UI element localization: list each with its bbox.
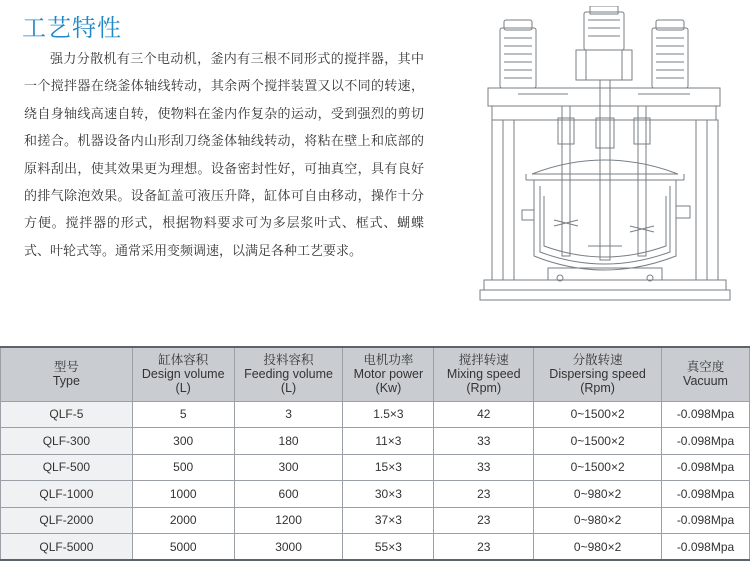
cell-dispersing-speed: 0~980×2 — [534, 507, 662, 534]
cell-feeding-volume: 3 — [234, 401, 343, 428]
description-paragraph: 强力分散机有三个电动机，釜内有三根不同形式的搅拌器，其中一个搅拌器在绕釜体轴线转动，其余两个搅拌装置又以不同的转速，绕自身轴线高速自转，使物料在釜内作复杂的运动，受到强烈的剪切和搓合。机器设备内山形刮刀绕釜体轴线转动，将粘在壁上和底部的原料刮出，使其效果更为理想。设备密封性好，可抽真空，具有良好的排气除泡效果。设备缸盖可液压升降，缸体可自由移动，操作十分方便。搅拌器的形式，根据物料要求可为多层浆叶式、框式、蝴蝶式、叶轮式等。通常采用变频调速，以满足各种工艺要求。 — [24, 52, 424, 259]
header-motor-power — [343, 347, 434, 401]
cell-design-volume: 500 — [132, 454, 234, 481]
cell-vacuum: -0.098Mpa — [662, 481, 750, 508]
table-row — [1, 534, 750, 561]
cell-vacuum: -0.098Mpa — [662, 401, 750, 428]
cell-type: QLF-1000 — [1, 481, 133, 508]
cell-mixing-speed: 23 — [434, 507, 534, 534]
cell-vacuum: -0.098Mpa — [662, 428, 750, 455]
header-cn: 型号 — [53, 360, 79, 375]
cell-mixing-speed: 33 — [434, 428, 534, 455]
header-cn: 缸体容积 — [158, 353, 209, 368]
header-en: Vacuum — [683, 374, 728, 389]
cell-dispersing-speed: 0~1500×2 — [534, 401, 662, 428]
cell-vacuum: -0.098Mpa — [662, 534, 750, 561]
header-en: Type — [52, 374, 80, 389]
header-en: Motor power — [353, 367, 424, 382]
cell-feeding-volume: 1200 — [234, 507, 343, 534]
cell-mixing-speed: 42 — [434, 401, 534, 428]
cell-type: QLF-5000 — [1, 534, 133, 561]
cell-dispersing-speed: 0~1500×2 — [534, 428, 662, 455]
table-row — [1, 454, 750, 481]
cell-vacuum: -0.098Mpa — [662, 507, 750, 534]
cell-design-volume: 5000 — [132, 534, 234, 561]
header-feeding-volume — [234, 347, 343, 401]
disperser-machine-illustration — [478, 6, 732, 308]
cell-dispersing-speed: 0~980×2 — [534, 534, 662, 561]
description-text — [24, 46, 424, 265]
header-en: Design volume — [141, 367, 225, 382]
cell-type: QLF-500 — [1, 454, 133, 481]
cell-motor-power: 55×3 — [343, 534, 434, 561]
cell-feeding-volume: 300 — [234, 454, 343, 481]
header-cn: 搅拌转速 — [458, 353, 509, 368]
cell-feeding-volume: 600 — [234, 481, 343, 508]
cell-feeding-volume: 3000 — [234, 534, 343, 561]
cell-design-volume: 300 — [132, 428, 234, 455]
cell-motor-power: 1.5×3 — [343, 401, 434, 428]
table-header-row — [1, 347, 750, 401]
section-title: 工艺特性 — [22, 14, 122, 42]
specification-table — [0, 346, 750, 561]
cell-motor-power: 30×3 — [343, 481, 434, 508]
cell-mixing-speed: 23 — [434, 481, 534, 508]
header-unit: (Kw) — [375, 381, 402, 396]
cell-design-volume: 5 — [132, 401, 234, 428]
cell-feeding-volume: 180 — [234, 428, 343, 455]
header-mixing-speed — [434, 347, 534, 401]
header-unit: (L) — [280, 381, 297, 396]
cell-motor-power: 11×3 — [343, 428, 434, 455]
header-dispersing-speed — [534, 347, 662, 401]
header-en: Feeding volume — [244, 367, 334, 382]
cell-dispersing-speed: 0~980×2 — [534, 481, 662, 508]
header-unit: (Rpm) — [580, 381, 615, 396]
table-row — [1, 507, 750, 534]
cell-motor-power: 15×3 — [343, 454, 434, 481]
header-cn: 真空度 — [686, 360, 725, 375]
cell-vacuum: -0.098Mpa — [662, 454, 750, 481]
table-row — [1, 481, 750, 508]
header-unit: (L) — [175, 381, 191, 396]
header-cn: 投料容积 — [263, 353, 314, 368]
header-cn: 电机功率 — [363, 353, 414, 368]
cell-motor-power: 37×3 — [343, 507, 434, 534]
cell-type: QLF-2000 — [1, 507, 133, 534]
cell-mixing-speed: 23 — [434, 534, 534, 561]
cell-type: QLF-300 — [1, 428, 133, 455]
table-row — [1, 401, 750, 428]
cell-dispersing-speed: 0~1500×2 — [534, 454, 662, 481]
header-unit: (Rpm) — [466, 381, 502, 396]
header-design-volume — [132, 347, 234, 401]
header-type — [1, 347, 133, 401]
cell-design-volume: 2000 — [132, 507, 234, 534]
header-vacuum — [662, 347, 750, 401]
header-cn: 分散转速 — [572, 353, 623, 368]
header-en: Mixing speed — [446, 367, 521, 382]
table-row — [1, 428, 750, 455]
cell-type: QLF-5 — [1, 401, 133, 428]
cell-design-volume: 1000 — [132, 481, 234, 508]
header-en: Dispersing speed — [549, 367, 646, 382]
cell-mixing-speed: 33 — [434, 454, 534, 481]
